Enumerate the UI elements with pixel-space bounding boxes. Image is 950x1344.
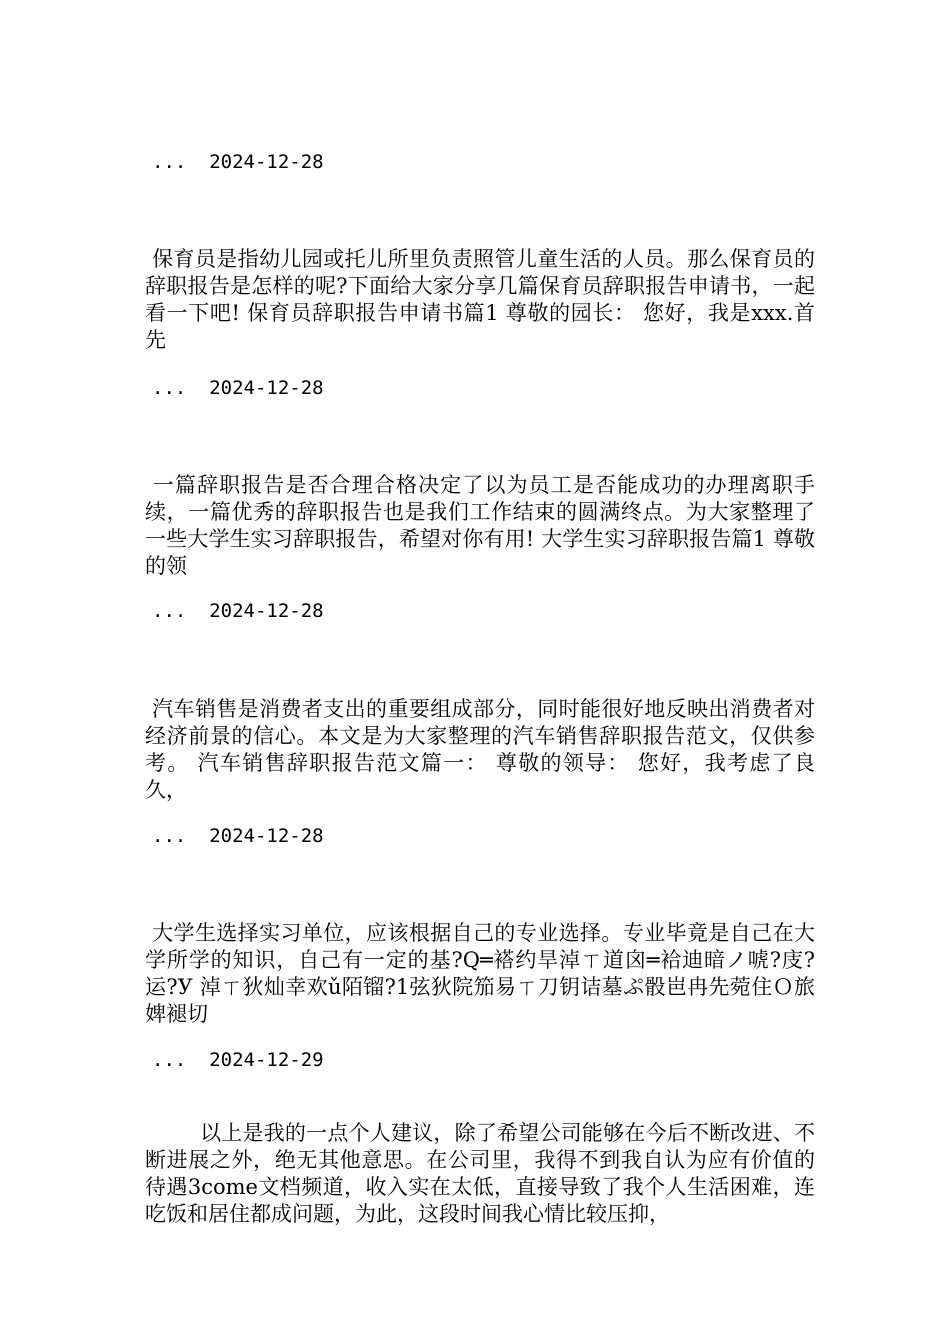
- closing-paragraph: 以上是我的一点个人建议，除了希望公司能够在今后不断改进、不断进展之外，绝无其他意思。在公司里，我得不到我自认为应有价值的待遇3come文档频道，收入实在太低，直接导致了我个人生活困难，连吃饭和居住都成问题，为此，这段时间我心情比较压抑，: [145, 1121, 815, 1226]
- entry-summary: 大学生选择实习单位，应该根据自己的专业选择。专业毕竟是自己在大学所学的知识，自己有一定的基?Q═褡约旱淖ㄒ道囟═袷迪暗ノ唬?庋?运?У 淖ㄒ狄灿幸欢ǔ陌镏?1弦狄院笳易ㄒ刀钥诘墓ぷ骰岜冉先菀住Ｏ旅婢褪切: [145, 921, 815, 1026]
- entry-summary: 一篇辞职报告是否合理合格决定了以为员工是否能成功的办理离职手续，一篇优秀的辞职报告也是我们工作结束的圆满终点。为大家整理了一些大学生实习辞职报告，希望对你有用! 大学生实习辞职报告篇1 尊敬的领: [145, 473, 815, 578]
- entry-date: ... 2024-12-28: [152, 151, 324, 173]
- entry-summary: 保育员是指幼儿园或托儿所里负责照管儿童生活的人员。那么保育员的辞职报告是怎样的呢?下面给大家分享几篇保育员辞职报告申请书，一起看一下吧! 保育员辞职报告申请书篇1 尊敬的园长： 您好，我是xxx.首先: [145, 247, 815, 352]
- entry-date: ... 2024-12-28: [152, 825, 324, 847]
- entry-date: ... 2024-12-29: [152, 1049, 324, 1071]
- entry-summary: 汽车销售是消费者支出的重要组成部分，同时能很好地反映出消费者对经济前景的信心。本文是为大家整理的汽车销售辞职报告范文，仅供参考。 汽车销售辞职报告范文篇一： 尊敬的领导： 您好，我考虑了良久，: [145, 697, 815, 802]
- entry-date: ... 2024-12-28: [152, 377, 324, 399]
- entry-date: ... 2024-12-28: [152, 600, 324, 622]
